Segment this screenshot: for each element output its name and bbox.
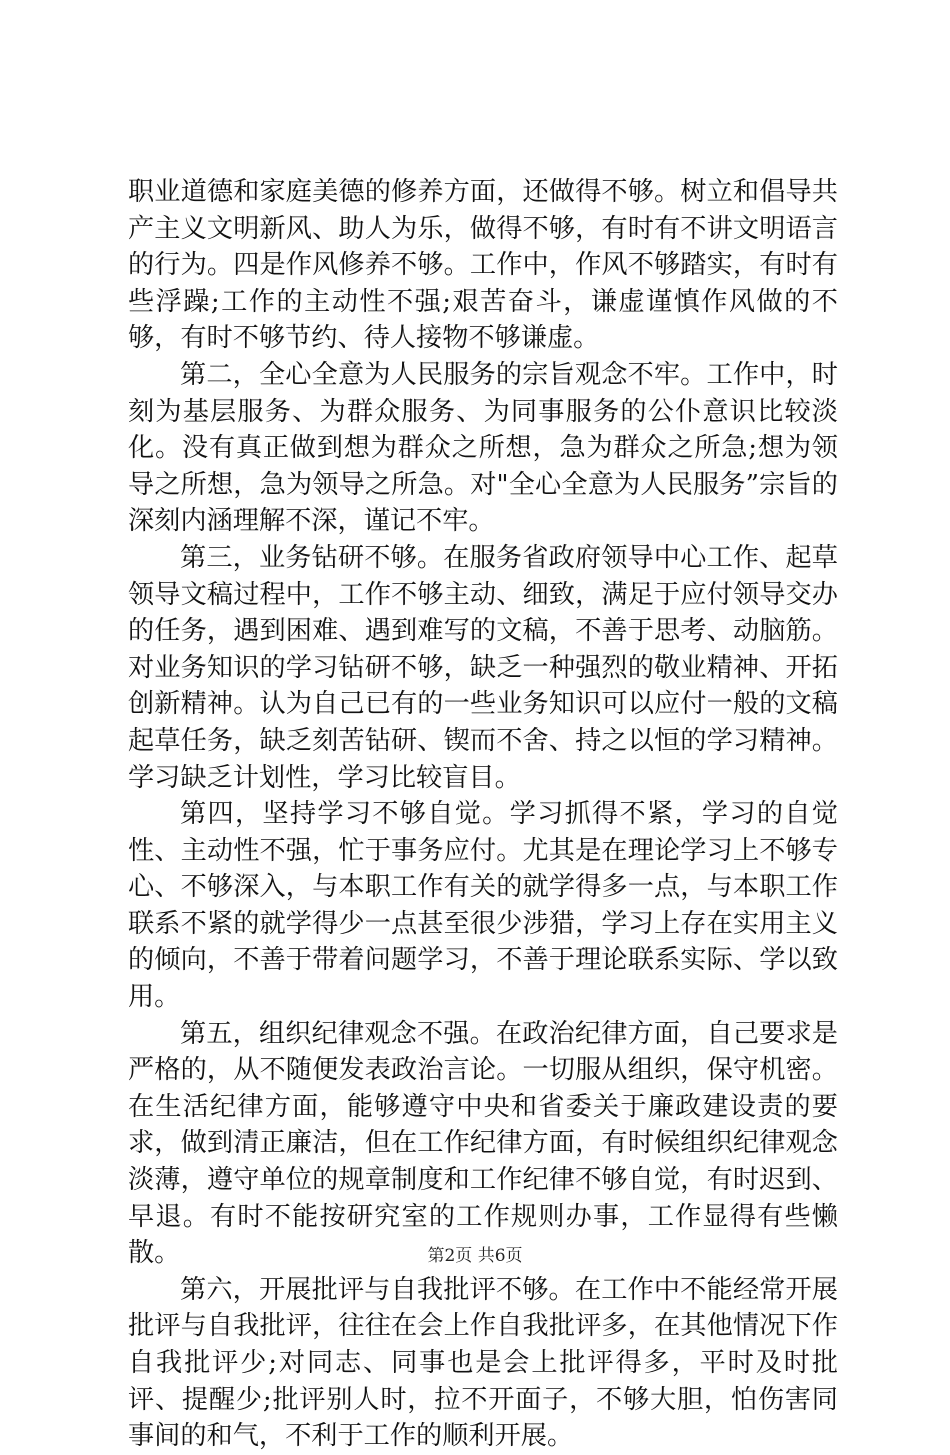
paragraph-sixth: 第六，开展批评与自我批评不够。在工作中不能经常开展批评与自我批评，往往在会上作自我批评多，在其他情况下作自我批评少;对同志、同事也是会上批评得多，平时及时批评、提醒少;批评别人时，拉不开面子，不够大胆，怕伤害同事间的和气，不利于工作的顺利开展。	[128, 1274, 838, 1452]
paragraph-fifth: 第五，组织纪律观念不强。在政治纪律方面，自己要求是严格的，从不随便发表政治言论。一切服从组织，保守机密。在生活纪律方面，能够遵守中央和省委关于廉政建设责的要求，做到清正廉洁，但在工作纪律方面，有时候组织纪律观念淡薄，遵守单位的规章制度和工作纪律不够自觉，有时迟到、早退。有时不能按研究室的工作规则办事，工作显得有些懒散。	[128, 1018, 838, 1269]
page-number-footer: 第2页 共6页	[427, 1246, 523, 1266]
paragraph-fourth: 第四，坚持学习不够自觉。学习抓得不紧，学习的自觉性、主动性不强，忙于事务应付。尤其是在理论学习上不够专心、不够深入，与本职工作有关的就学得多一点，与本职工作联系不紧的就学得少一点甚至很少涉猎，学习上存在实用主义的倾向，不善于带着问题学习，不善于理论联系实际、学以致用。	[128, 799, 838, 1013]
paragraph-second: 第二，全心全意为人民服务的宗旨观念不牢。工作中，时刻为基层服务、为群众服务、为同事服务的公仆意识比较淡化。没有真正做到想为群众之所想，急为群众之所急;想为领导之所想，急为领导之所急。对"全心全意为人民服务”宗旨的深刻内涵理解不深，谨记不牢。	[128, 359, 838, 537]
paragraph-third: 第三，业务钻研不够。在服务省政府领导中心工作、起草领导文稿过程中，工作不够主动、细致，满足于应付领导交办的任务，遇到困难、遇到难写的文稿，不善于思考、动脑筋。对业务知识的学习钻研不够，缺乏一种强烈的敬业精神、开拓创新精神。认为自己已有的一些业务知识可以应付一般的文稿起草任务，缺乏刻苦钻研、锲而不舍、持之以恒的学习精神。学习缺乏计划性，学习比较盲目。	[128, 542, 838, 793]
paragraph-continuation: 职业道德和家庭美德的修养方面，还做得不够。树立和倡导共产主义文明新风、助人为乐，做得不够，有时有不讲文明语言的行为。四是作风修养不够。工作中，作风不够踏实，有时有些浮躁;工作的主动性不强;艰苦奋斗，谦虚谨慎作风做的不够，有时不够节约、待人接物不够谦虚。	[128, 177, 838, 354]
